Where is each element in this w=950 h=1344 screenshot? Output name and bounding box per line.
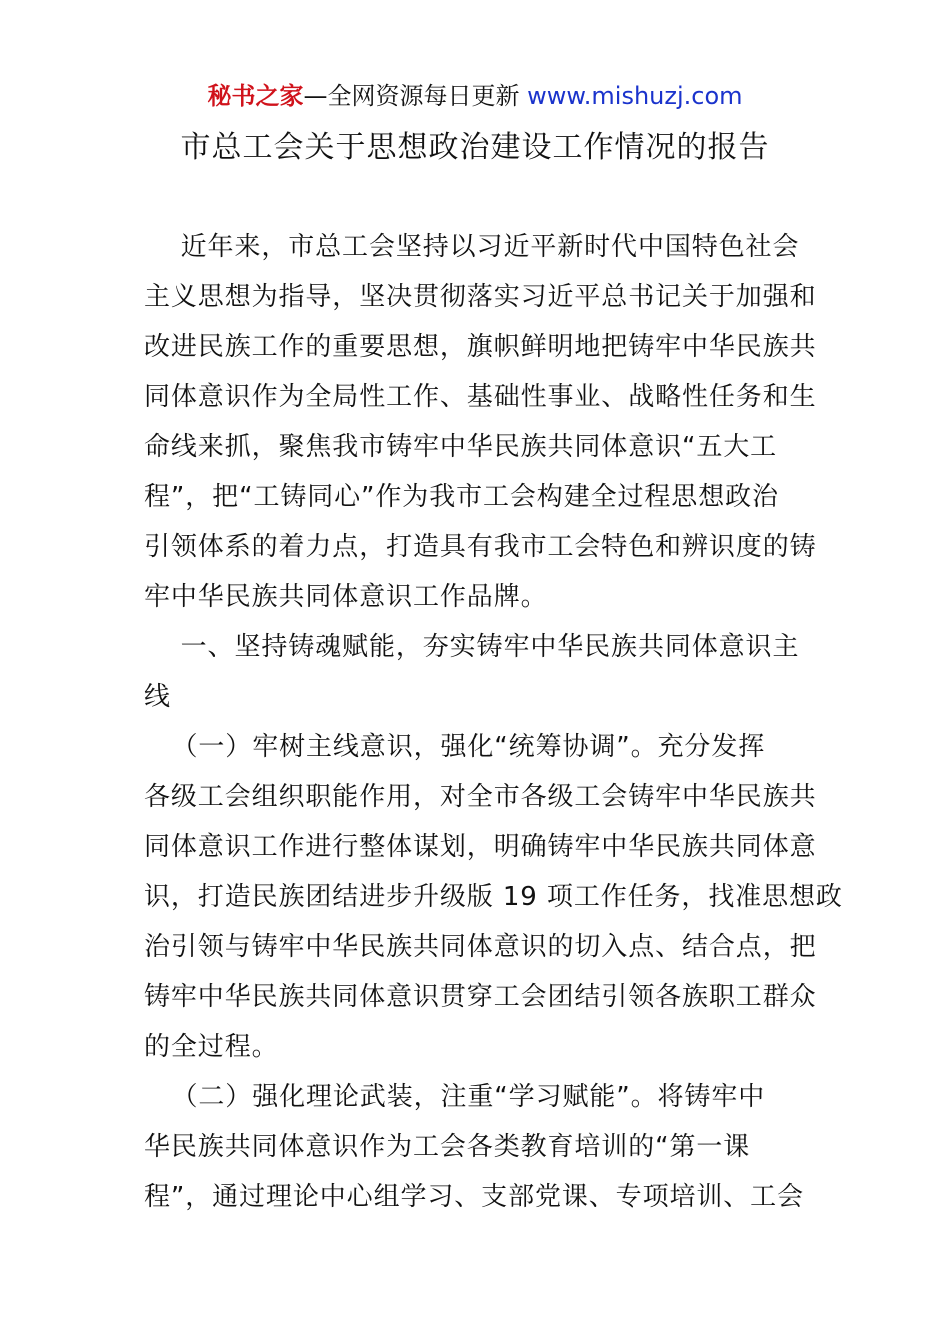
document-title: 市总工会关于思想政治建设工作情况的报告 [180,130,770,165]
section-heading-1 [144,622,814,722]
paragraph-item-2 [144,1072,814,1222]
header-tagline: —全网资源每日更新 [303,82,528,110]
text-line: 近年来，市总工会坚持以习近平新时代中国特色社会 [144,232,800,262]
text-line: 识，打造民族团结进步升级版 19 项工作任务，找准思想政 [144,882,843,912]
text-line: 主义思想为指导，坚决贯彻落实习近平总书记关于加强和 [144,282,817,312]
text-line: 线 [144,682,171,712]
text-line: 各级工会组织职能作用，对全市各级工会铸牢中华民族共 [144,782,817,812]
text-line: 华民族共同体意识作为工会各类教育培训的“第一课 [144,1132,751,1162]
document-body [144,222,843,1222]
text-line: 同体意识作为全局性工作、基础性事业、战略性任务和生 [144,382,817,412]
text-line: 一、坚持铸魂赋能，夯实铸牢中华民族共同体意识主 [144,632,800,662]
text-line: 引领体系的着力点，打造具有我市工会特色和辨识度的铸 [144,532,817,562]
text-line: 改进民族工作的重要思想，旗帜鲜明地把铸牢中华民族共 [144,332,817,362]
text-line: （一）牢树主线意识，强化“统筹协调”。充分发挥 [144,732,766,762]
text-line: 的全过程。 [144,1032,279,1062]
text-line: 同体意识工作进行整体谋划，明确铸牢中华民族共同体意 [144,832,817,862]
text-line: 程”，把“工铸同心”作为我市工会构建全过程思想政治 [144,482,779,512]
paragraph-intro [144,222,817,622]
brand-name: 秘书之家 [207,82,304,110]
paragraph-item-1 [144,722,843,1072]
site-url-link[interactable]: www.mishuzj.com [527,82,743,110]
site-header [0,80,950,112]
text-line: （二）强化理论武装，注重“学习赋能”。将铸牢中 [144,1082,766,1112]
text-line: 牢中华民族共同体意识工作品牌。 [144,582,548,612]
text-line: 铸牢中华民族共同体意识贯穿工会团结引领各族职工群众 [144,982,817,1012]
text-line: 治引领与铸牢中华民族共同体意识的切入点、结合点，把 [144,932,817,962]
text-line: 命线来抓，聚焦我市铸牢中华民族共同体意识“五大工 [144,432,778,462]
text-line: 程”，通过理论中心组学习、支部党课、专项培训、工会 [144,1182,804,1212]
